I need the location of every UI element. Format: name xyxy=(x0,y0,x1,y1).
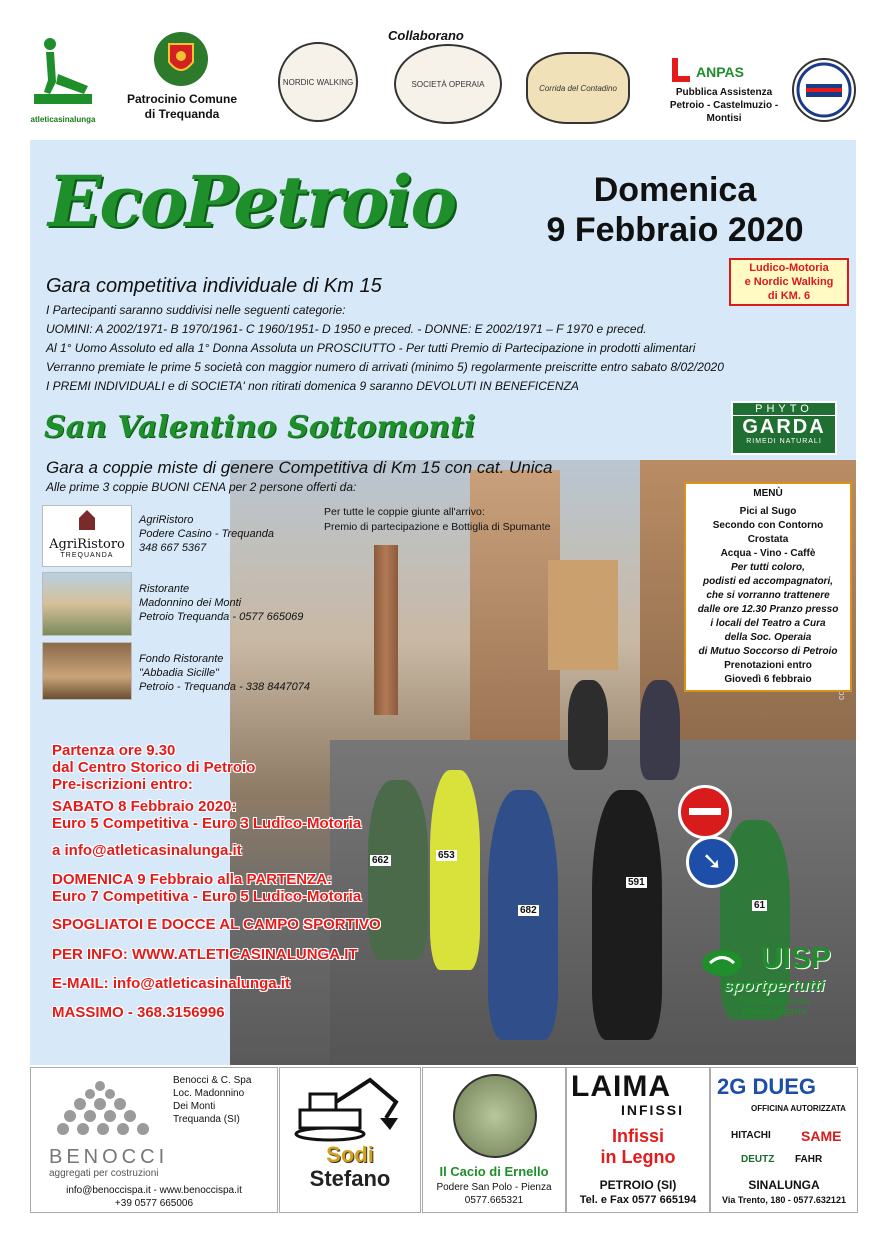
menu-prenot: Giovedì 6 febbraio xyxy=(724,674,812,685)
phyto-main: GARDA xyxy=(742,416,826,438)
laima-brand: LAIMA xyxy=(571,1070,671,1103)
sabato-info xyxy=(52,798,361,832)
ludico-line-2: e Nordic Walking xyxy=(744,276,834,288)
ludico-box xyxy=(729,258,849,306)
cacio-seal xyxy=(453,1074,537,1158)
prime-coppie: Alle prime 3 coppie BUONI CENA per 2 persone offerti da: xyxy=(46,480,357,494)
club-logo xyxy=(28,34,98,124)
laima-city: PETROIO (SI) xyxy=(599,1178,677,1192)
sponsor-laima xyxy=(566,1067,710,1213)
collaborano-label: Collaborano xyxy=(388,28,464,43)
restaurant-line: Podere Casino - Trequanda xyxy=(139,528,274,540)
societa-logo-text: SOCIETÀ OPERAIA xyxy=(411,79,485,89)
menu-item: Acqua - Vino - Caffè xyxy=(720,548,816,559)
agriristoro-logo xyxy=(42,505,132,567)
menu-note: podisti ed accompagnatori, xyxy=(702,576,834,587)
restaurant-line: "Abbadia Sicille" xyxy=(139,667,219,679)
restaurant-line: Ristorante xyxy=(139,583,190,595)
badge-icon xyxy=(796,62,852,118)
phyto-garda-logo xyxy=(731,401,837,455)
sodi-surname: Stefano xyxy=(309,1166,391,1191)
rules-text xyxy=(46,301,724,396)
cacio-phone: 0577.665321 xyxy=(464,1195,524,1206)
nordic-walking-logo xyxy=(278,42,358,122)
dueg-sub: OFFICINA AUTORIZZATA xyxy=(751,1104,846,1113)
phyto-top: PHYTO xyxy=(733,403,835,416)
building-icon xyxy=(77,508,97,532)
domenica-line: DOMENICA 9 Febbraio alla PARTENZA: xyxy=(52,871,333,888)
benocci-contact: +39 0577 665006 xyxy=(114,1198,194,1209)
societa-operaia-logo xyxy=(394,44,502,124)
benocci-pebbles-icon xyxy=(45,1074,155,1144)
contadino-logo-text: Corrida del Contadino xyxy=(539,83,617,93)
runner-figure xyxy=(430,770,480,970)
valentino-title: San Valentino Sottomonti xyxy=(44,410,476,445)
bib-number: 653 xyxy=(438,850,455,861)
tutte-line-1: Per tutte le coppie giunte all'arrivo: xyxy=(324,506,485,518)
uisp-icon xyxy=(700,948,744,978)
rule-line: Verranno premiate le prime 5 società con maggior numero di arrivati (minimo 5) regolarmente preiscritte entro sabato 8/02/2020 xyxy=(46,360,724,374)
restaurant-agriristoro xyxy=(139,513,274,555)
runner-statue-icon xyxy=(28,34,98,110)
dueg-address: Via Trento, 180 - 0577.632121 xyxy=(722,1195,846,1205)
sponsor-cacio xyxy=(422,1067,566,1213)
uisp-tag: sportpertutti xyxy=(723,976,825,995)
domenica-line: Euro 7 Competitiva - Euro 5 Ludico-Motoria xyxy=(52,888,362,905)
agriristoro-logo-name: AgriRistoro xyxy=(49,537,125,552)
benocci-contact: info@benoccispa.it - www.benoccispa.it xyxy=(66,1185,242,1196)
menu-note: Per tutti coloro, xyxy=(731,562,805,573)
crest-icon xyxy=(152,30,210,88)
make-same: SAME xyxy=(801,1128,842,1144)
menu-title: MENÙ xyxy=(753,488,783,499)
preiscrizione-email: a info@atleticasinalunga.it xyxy=(52,842,242,859)
phyto-sub: RIMEDI NATURALI xyxy=(746,438,822,445)
sabato-line: Euro 5 Competitiva - Euro 3 Ludico-Motoria xyxy=(52,815,362,832)
patrocinio-line-2: di Trequanda xyxy=(144,107,220,121)
keep-right-sign: ➘ xyxy=(686,836,738,888)
cacio-name: Il Cacio di Ernello xyxy=(439,1164,549,1179)
patrocinio-text xyxy=(112,92,252,122)
benocci-brand: BENOCCI xyxy=(49,1146,169,1168)
madonnino-photo xyxy=(42,572,132,636)
anpas-name: ANPAS xyxy=(696,64,744,80)
restaurant-abbadia xyxy=(139,652,310,694)
menu-note: dalle ore 12.30 Pranzo presso xyxy=(697,604,839,615)
event-day: Domenica xyxy=(593,171,757,209)
partenza-line: Partenza ore 9.30 xyxy=(52,742,176,759)
restaurant-line: Fondo Ristorante xyxy=(139,653,224,665)
runner-figure xyxy=(568,680,608,770)
benocci-line: Trequanda (SI) xyxy=(173,1114,240,1125)
event-date xyxy=(505,170,845,250)
laima-product-line: in Legno xyxy=(600,1147,676,1167)
dueg-city: SINALUNGA xyxy=(748,1178,820,1192)
partenza-line: Pre-iscrizioni entro: xyxy=(52,776,193,793)
sodi-name: Sodi xyxy=(326,1142,374,1167)
rule-line: I Partecipanti saranno suddivisi nelle seguenti categorie: xyxy=(46,303,346,317)
event-date-text: 9 Febbraio 2020 xyxy=(546,211,804,249)
benocci-address xyxy=(173,1074,251,1126)
phone-contact: MASSIMO - 368.3156996 xyxy=(52,1004,225,1021)
restaurant-line: AgriRistoro xyxy=(139,514,194,526)
uisp-logo xyxy=(700,942,848,1016)
restaurant-madonnino xyxy=(139,582,303,624)
benocci-line: Benocci & C. Spa xyxy=(173,1075,252,1086)
uisp-sub: Comitato di Siena xyxy=(738,996,810,1006)
ludico-line-1: Ludico-Motoria xyxy=(749,262,829,274)
rule-line: UOMINI: A 2002/1971- B 1970/1961- C 1960/1951- D 1950 e preced. - DONNE: E 2002/1971 – F 1970 e preced. xyxy=(46,322,647,336)
menu-prenot: Prenotazioni entro xyxy=(724,660,812,671)
anpas-sub-1: Pubblica Assistenza xyxy=(675,87,773,98)
rule-line: I PREMI INDIVIDUALI e di SOCIETA' non ritirati domenica 9 saranno DEVOLUTI IN BENEFICENZA xyxy=(46,379,579,393)
spogliatoi-info: SPOGLIATOI E DOCCE AL CAMPO SPORTIVO xyxy=(52,916,381,933)
runner-figure xyxy=(592,790,662,1040)
anpas-logo xyxy=(668,56,778,126)
tutte-coppie xyxy=(324,505,550,535)
menu-box xyxy=(684,482,852,692)
domenica-info xyxy=(52,871,361,905)
sponsor-dueg xyxy=(710,1067,858,1213)
gara-coppie: Gara a coppie miste di genere Competitiva di Km 15 con cat. Unica xyxy=(46,458,553,477)
menu-item: Crostata xyxy=(747,534,789,545)
laima-product-line: Infissi xyxy=(611,1126,664,1146)
nordic-logo-text: NORDIC WALKING xyxy=(282,77,354,87)
partenza-info xyxy=(52,742,255,793)
sponsor-sodi xyxy=(279,1067,421,1213)
menu-note: i locali del Teatro a Cura xyxy=(710,618,826,629)
club-logo-text: atleticasinalunga xyxy=(30,115,96,124)
photo-chimney xyxy=(374,545,398,715)
benocci-tag: aggregati per costruzioni xyxy=(49,1168,159,1179)
photo-tower xyxy=(548,560,618,670)
dueg-brand: 2G DUEG xyxy=(717,1074,817,1099)
bib-number: 591 xyxy=(628,877,645,888)
laima-tel: Tel. e Fax 0577 665194 xyxy=(579,1194,697,1206)
laima-infissi: INFISSI xyxy=(621,1102,685,1118)
event-title: EcoPetroio xyxy=(48,160,456,243)
make-hitachi: HITACHI xyxy=(731,1130,771,1141)
runner-figure xyxy=(368,780,428,960)
restaurant-line: 348 667 5367 xyxy=(139,542,207,554)
menu-note: di Mutuo Soccorso di Petroio xyxy=(698,646,838,657)
patrocinio-line-1: Patrocinio Comune xyxy=(126,92,237,106)
menu-note: che si vorranno trattenere xyxy=(706,590,830,601)
agriristoro-logo-sub: TREQUANDA xyxy=(60,552,114,559)
restaurant-line: Petroio Trequanda - 0577 665069 xyxy=(139,611,304,623)
make-deutz: DEUTZ xyxy=(741,1154,775,1165)
comune-crest xyxy=(152,30,210,88)
make-fahr: FAHR xyxy=(795,1154,823,1165)
bib-number: 61 xyxy=(754,900,766,911)
anpas-sub-2: Petroio - Castelmuzio - Montisi xyxy=(669,100,779,124)
tutte-line-2: Premio di partecipazione e Bottiglia di Spumante xyxy=(324,521,551,533)
benocci-contacts xyxy=(31,1184,277,1210)
website-link[interactable]: PER INFO: WWW.ATLETICASINALUNGA.IT xyxy=(52,946,358,963)
menu-note: della Soc. Operaia xyxy=(724,632,812,643)
anpas-cross-icon xyxy=(668,56,694,86)
sponsor-benocci xyxy=(30,1067,278,1213)
bib-number: 662 xyxy=(372,855,389,866)
corrida-contadino-logo xyxy=(526,52,630,124)
no-entry-sign xyxy=(678,785,732,839)
restaurant-line: Madonnino dei Monti xyxy=(139,597,242,609)
restaurant-line: Petroio - Trequanda - 338 8447074 xyxy=(139,681,311,693)
runner-figure xyxy=(640,680,680,780)
benocci-line: Dei Monti xyxy=(173,1101,216,1112)
sports-club-badge xyxy=(792,58,856,122)
laima-product xyxy=(567,1126,709,1168)
sabato-line: SABATO 8 Febbraio 2020: xyxy=(52,798,237,815)
partenza-line: dal Centro Storico di Petroio xyxy=(52,759,256,776)
benocci-line: Loc. Madonnino xyxy=(173,1088,245,1099)
bib-number: 682 xyxy=(520,905,537,916)
uisp-name: UISP xyxy=(760,942,832,975)
ludico-line-3: di KM. 6 xyxy=(767,290,811,302)
uisp-sub: Atletica Leggera xyxy=(741,1006,807,1016)
gara-individuale: Gara competitiva individuale di Km 15 xyxy=(46,275,382,297)
excavator-icon xyxy=(290,1072,410,1142)
rule-line: Al 1° Uomo Assoluto ed alla 1° Donna Assoluta un PROSCIUTTO - Per tutti Premio di Partecipazione in prodotti alimentari xyxy=(46,341,696,355)
email-link[interactable]: E-MAIL: info@atleticasinalunga.it xyxy=(52,975,290,992)
menu-item: Pici al Sugo xyxy=(739,506,797,517)
cacio-address: Podere San Polo - Pienza xyxy=(436,1182,552,1193)
anpas-sub xyxy=(654,86,794,125)
menu-item: Secondo con Contorno xyxy=(712,520,824,531)
abbadia-photo xyxy=(42,642,132,700)
